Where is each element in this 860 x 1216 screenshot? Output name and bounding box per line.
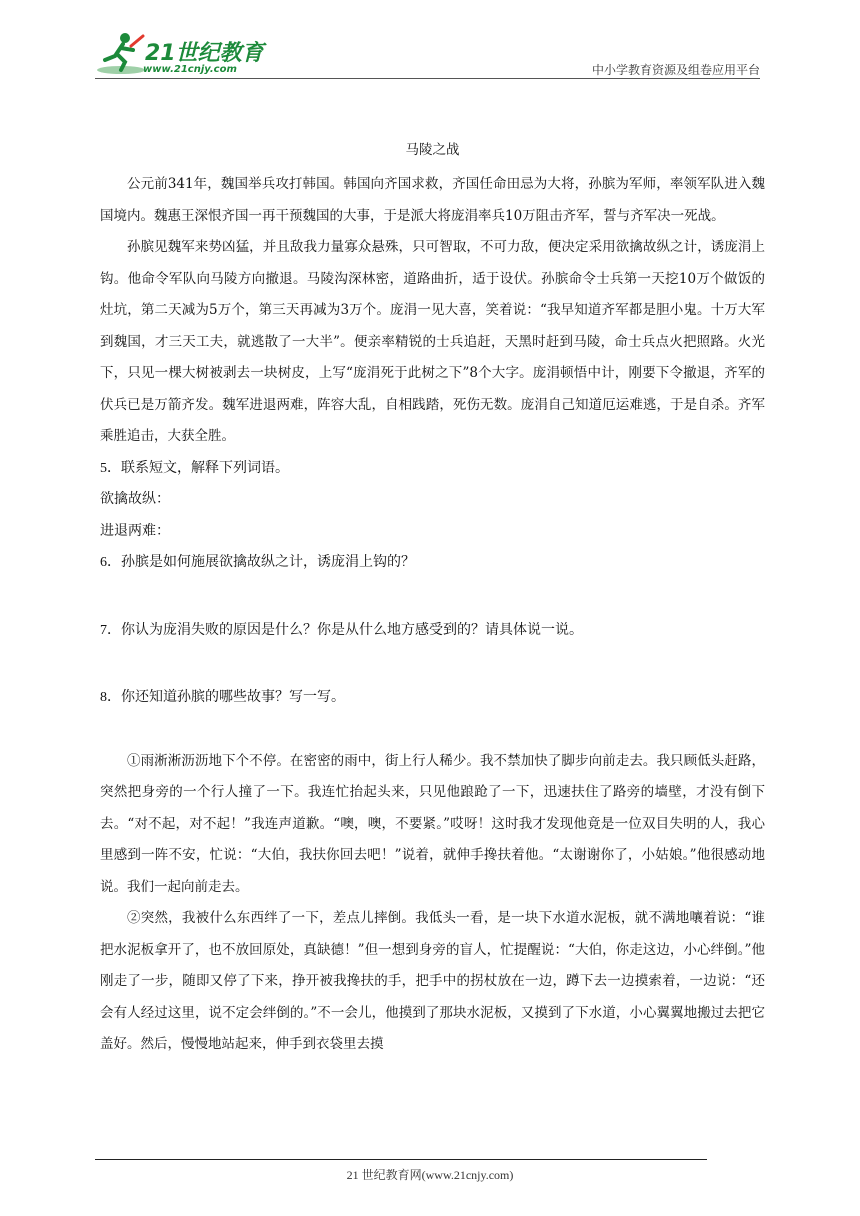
site-logo[interactable]: [95, 30, 265, 78]
runner-logo-icon: [95, 30, 147, 76]
page-header: [95, 30, 760, 80]
answer-space: [100, 579, 765, 615]
answer-space: [100, 714, 765, 746]
question-5: 5．联系短文，解释下列词语。: [100, 460, 289, 476]
page-footer: 21 世纪教育网(www.21cnjy.com): [346, 1168, 514, 1182]
story-paragraph-2: ②突然，我被什么东西绊了一下，差点儿摔倒。我低头一看，是一块下水道水泥板，就不满地嚷着说：“谁把水泥板拿开了，也不放回原处，真缺德！”但一想到身旁的盲人，忙提醒说：“大伯，你走这边，小心绊倒。”他刚走了一步，随即又停了下来，挣开被我搀扶的手，把手中的拐杖放在一边，蹲下去一边摸索着，一边说：“还会有人经过这里，说不定会绊倒的。”不一会儿，他摸到了那块水泥板，又摸到了下水道，小心翼翼地搬过去把它盖好。然后，慢慢地站起来，伸手到衣袋里去摸: [100, 910, 765, 1052]
footer-divider: [95, 1159, 707, 1160]
answer-space: [100, 646, 765, 682]
article-paragraph-2: 孙膑见魏军来势凶猛，并且敌我力量寡众悬殊，只可智取，不可力敌，便决定采用欲擒故纵之计，诱庞涓上钩。他命令军队向马陵方向撤退。马陵沟深林密，道路曲折，适于设伏。孙膑命令士兵第一天挖10万个做饭的灶坑，第二天减为5万个，第三天再减为3万个。庞涓一见大喜，笑着说：“我早知道齐军都是胆小鬼。十万大军到魏国，才三天工夫，就逃散了一大半”。便亲率精锐的士兵追赶，天黑时赶到马陵，命士兵点火把照路。火光下，只见一棵大树被剥去一块树皮，上写“庞涓死于此树之下”8个大字。庞涓顿悟中计，刚要下令撤退，齐军的伏兵已是万箭齐发。魏军进退两难，阵容大乱，自相践踏，死伤无数。庞涓自己知道厄运难逃，于是自杀。齐军乘胜追击，大获全胜。: [100, 239, 765, 444]
story-paragraph-1: ①雨淅淅沥沥地下个不停。在密密的雨中，街上行人稀少。我不禁加快了脚步向前走去。我只顾低头赶路，突然把身旁的一个行人撞了一下。我连忙抬起头来，只见他踉跄了一下，迅速扶住了路旁的墙壁，才没有倒下去。“对不起，对不起！”我连声道歉。“噢，噢，不要紧。”哎呀！这时我才发现他竟是一位双目失明的人，我心里感到一阵不安，忙说：“大伯，我扶你回去吧！”说着，就伸手搀扶着他。“太谢谢你了，小姑娘。”他很感动地说。我们一起向前走去。: [100, 752, 765, 895]
article-paragraph-1: 公元前341年，魏国举兵攻打韩国。韩国向齐国求救，齐国任命田忌为大将，孙膑为军师，率领军队进入魏国境内。魏惠王深恨齐国一再干预魏国的大事，于是派大将庞涓率兵10万阻击齐军，誓与齐军决一死战。: [100, 176, 765, 224]
article-title: 马陵之战: [405, 142, 460, 158]
question-5-term-1: 欲擒故纵：: [100, 492, 170, 507]
document-body: [100, 138, 765, 1061]
question-7: 7．你认为庞涓失败的原因是什么？你是从什么地方感受到的？请具体说一说。: [100, 622, 583, 638]
platform-name: 中小学教育资源及组卷应用平台: [591, 63, 760, 77]
question-6: 6．孙膑是如何施展欲擒故纵之计，诱庞涓上钩的？: [100, 555, 415, 570]
question-5-term-2: 进退两难：: [100, 523, 170, 539]
logo-text: 21世纪教育: [145, 41, 264, 66]
header-divider: [95, 78, 760, 79]
question-8: 8．你还知道孙膑的哪些故事？写一写。: [100, 690, 345, 705]
logo-url: www.21cnjy.com: [143, 64, 237, 75]
